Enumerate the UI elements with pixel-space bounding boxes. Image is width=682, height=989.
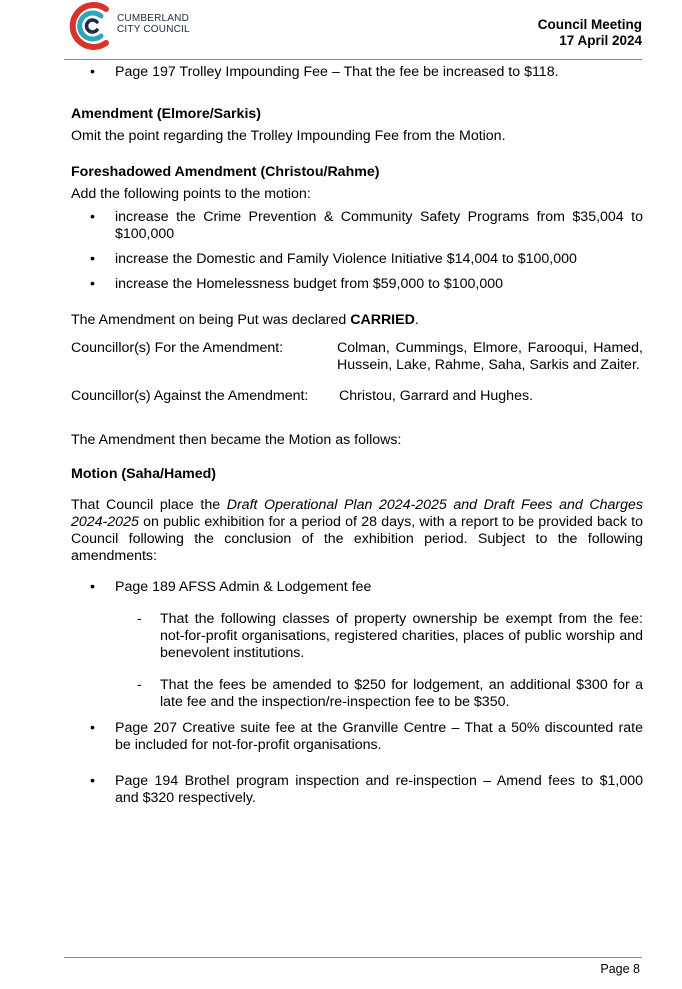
page-header (0, 0, 682, 62)
amendment-text: Omit the point regarding the Trolley Impounding Fee from the Motion. (71, 128, 506, 144)
motion-bullet-afss: • Page 189 AFSS Admin & Lodgement fee (71, 579, 643, 596)
motion-bullet-brothel: • Page 194 Brothel program inspection and re-inspection – Amend fees to $1,000 and $320 respectively. (71, 773, 643, 807)
vote-against (71, 388, 643, 405)
trolley-fee-bullet: • Page 197 Trolley Impounding Fee – That the fee be increased to $118. (71, 64, 643, 81)
vote-against-label: Councillor(s) Against the Amendment: (71, 388, 309, 404)
became-motion-text: The Amendment then became the Motion as follows: (71, 432, 402, 448)
amendment-heading: Amendment (Elmore/Sarkis) (71, 106, 262, 122)
foreshadowed-point: • increase the Crime Prevention & Community Safety Programs from $35,004 to $100,000 (71, 209, 643, 243)
foreshadowed-point: • increase the Domestic and Family Violence Initiative $14,004 to $100,000 (71, 251, 643, 268)
foreshadowed-heading: Foreshadowed Amendment (Christou/Rahme) (71, 164, 380, 180)
org-name: CUMBERLAND CITY COUNCIL (117, 13, 190, 35)
draft-plan-title: Draft Operational Plan 2024-2025 and Draft Fees and Charges 2024-2025 (71, 497, 643, 530)
motion-bullet-creative-suite: • Page 207 Creative suite fee at the Granville Centre – That a 50% discounted rate be included for not-for-profit organisations. (71, 720, 643, 754)
footer-divider (64, 957, 642, 958)
meeting-date: 17 April 2024 (559, 33, 642, 48)
meeting-info (538, 17, 642, 49)
cumberland-logo-icon (66, 0, 116, 52)
vote-for-label: Councillor(s) For the Amendment: (71, 340, 284, 356)
carried-label: CARRIED (350, 312, 415, 328)
motion-sub-fees: - That the fees be amended to $250 for lodgement, an additional $300 for a late fee and the inspection/re-inspection fee to be $350. (71, 677, 643, 711)
foreshadowed-point: • increase the Homelessness budget from $59,000 to $100,000 (71, 276, 643, 293)
vote-for-names: Colman, Cummings, Elmore, Farooqui, Hamed, Hussein, Lake, Rahme, Saha, Sarkis and Zaiter. (337, 340, 643, 373)
vote-for (71, 340, 643, 374)
put-result-line: The Amendment on being Put was declared CARRIED. (71, 312, 419, 328)
meeting-title: Council Meeting (537, 17, 642, 32)
page-number: Page 8 (600, 962, 640, 976)
header-divider (64, 59, 642, 60)
motion-text: That Council place the Draft Operational Plan 2024-2025 and Draft Fees and Charges 2024-2025 on public exhibition for a period of 28 days, with a report to be provided back to Council following the conclusion of the exhibition period. Subject to the following amendments: (71, 497, 643, 564)
motion-sub-exempt: - That the following classes of property ownership be exempt from the fee: not-for-profit organisations, registered charities, places of public worship and benevolent institutions. (71, 611, 643, 662)
motion-heading: Motion (Saha/Hamed) (71, 466, 217, 482)
foreshadowed-intro: Add the following points to the motion: (71, 186, 311, 202)
vote-against-names: Christou, Garrard and Hughes. (339, 388, 533, 404)
minutes-body (71, 62, 643, 807)
